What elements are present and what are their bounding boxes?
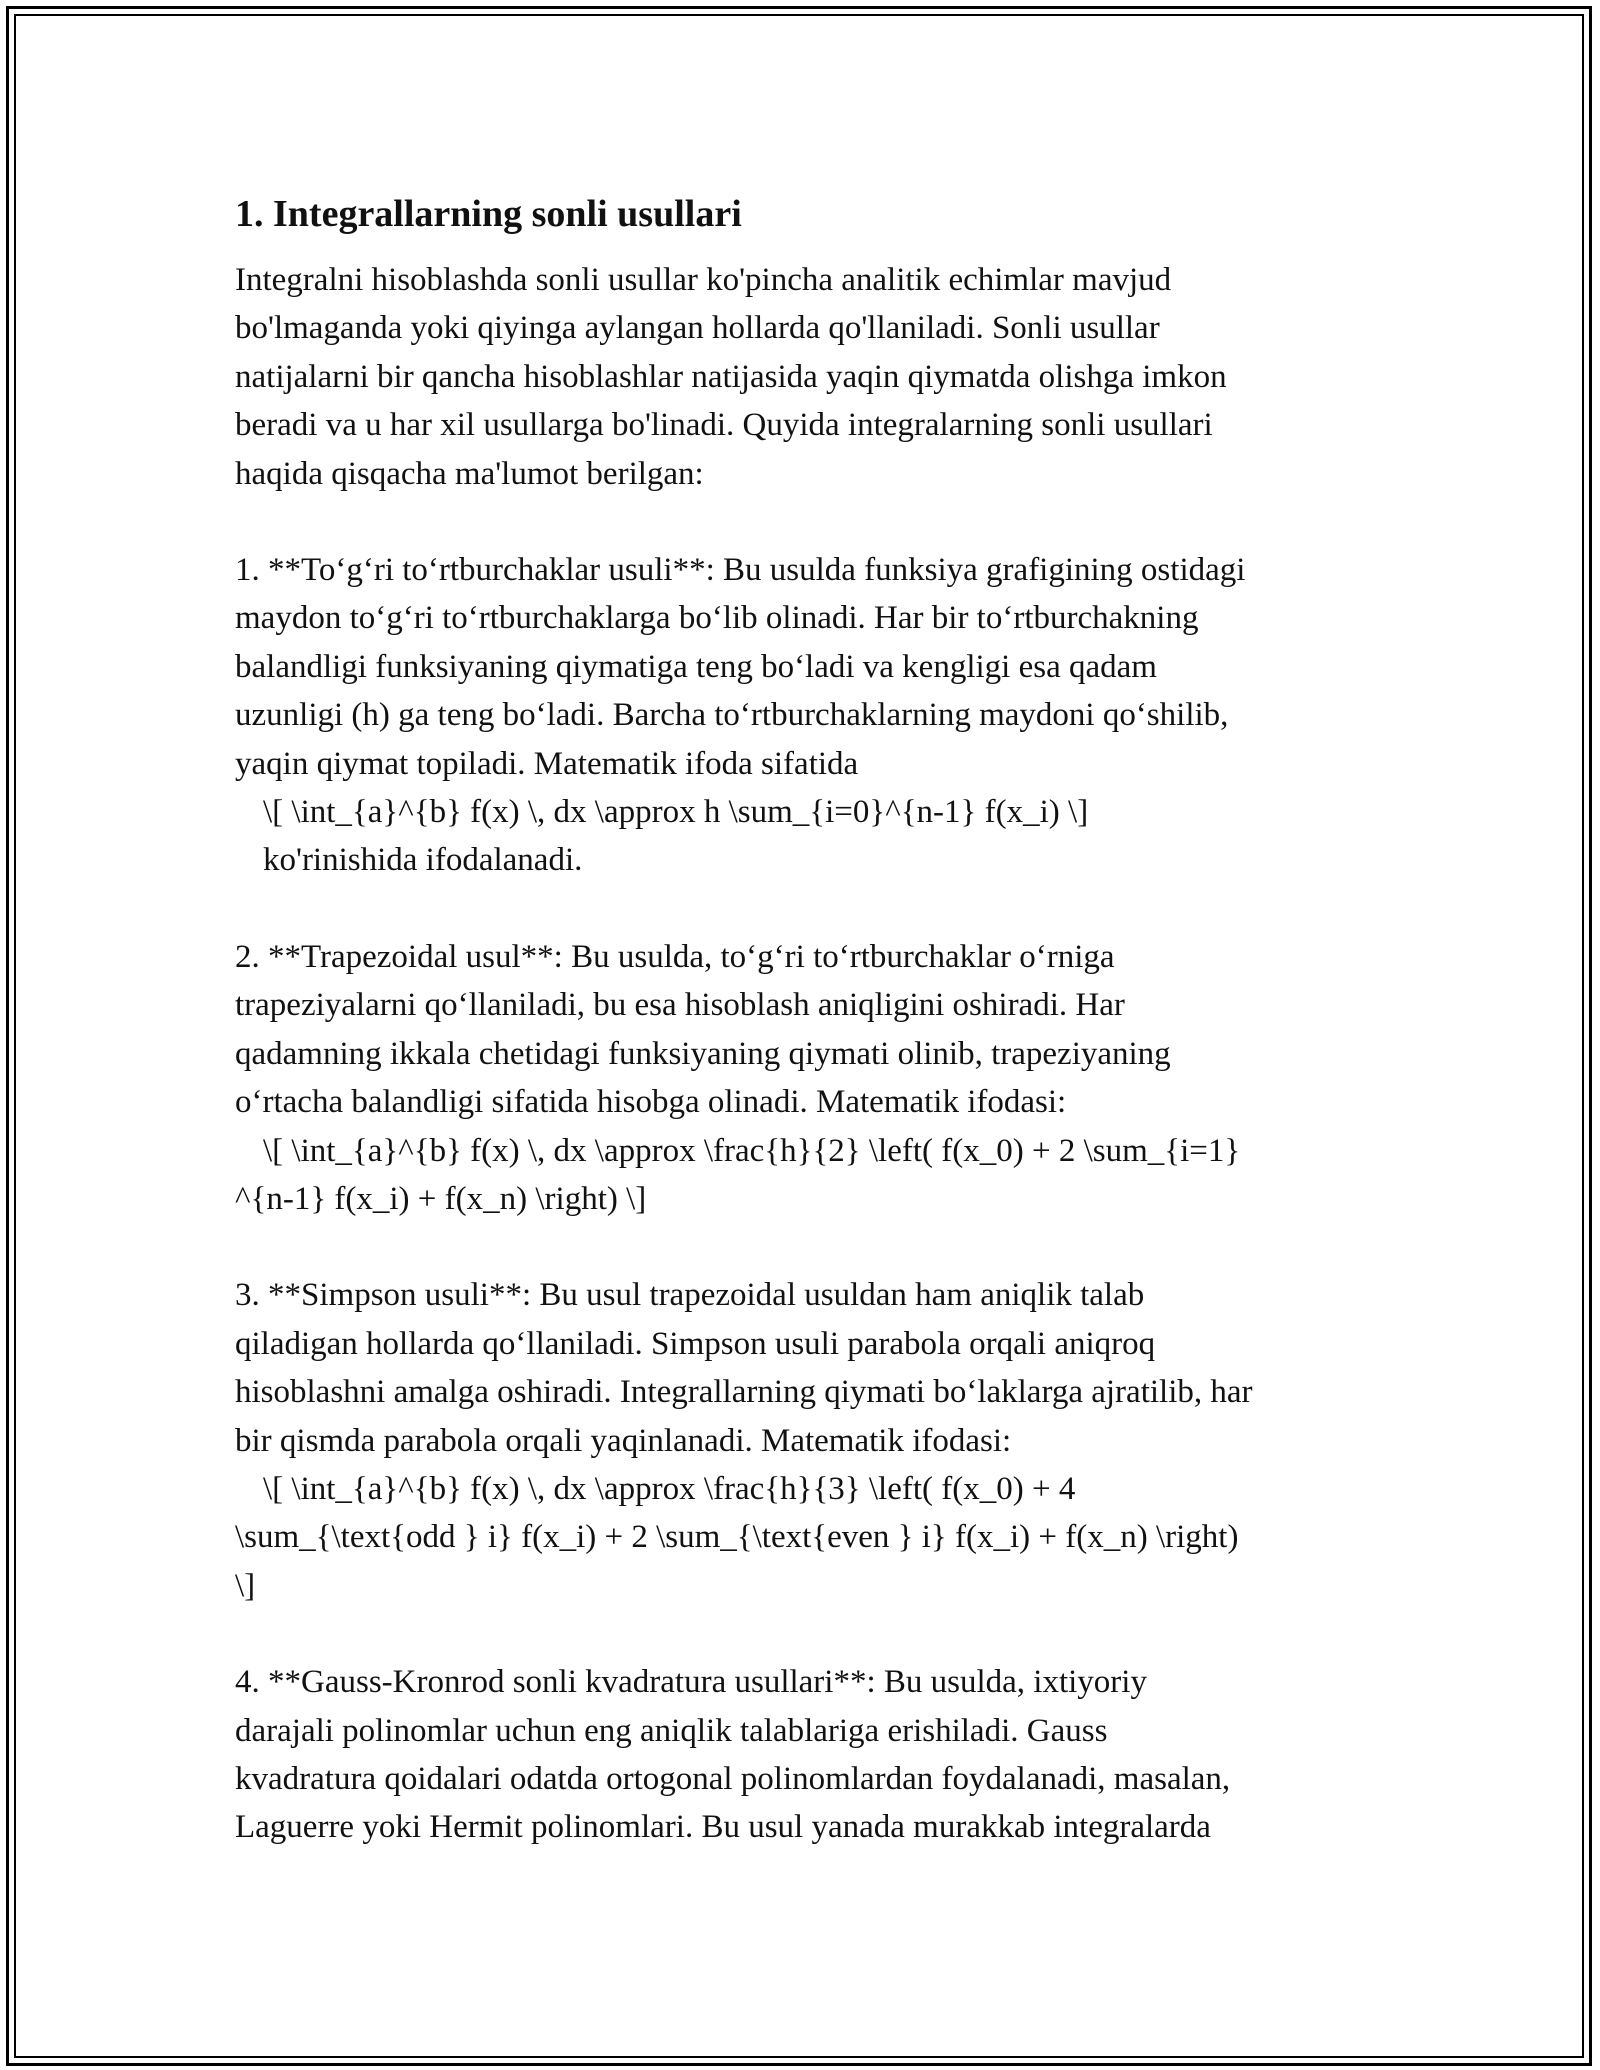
intro-paragraph: Integralni hisoblashda sonli usullar ko'pincha analitik echimlar mavjud bo'lmaganda yoki qiyinga aylangan hollarda qo'llaniladi. Sonli usullar natijalarni bir qancha hisoblashlar natijasida yaqin qiymatda olishga imkon beradi va u har xil usullarga bo'linadi. Quyida integralarning sonli usullari haqida qisqacha ma'lumot berilgan:	[235, 262, 1227, 492]
method-gauss-kronrod	[235, 1658, 1395, 1852]
method-text: 1. **To‘g‘ri to‘rtburchaklar usuli**: Bu usulda funksiya grafigining ostidagi maydon to‘g‘ri to‘rtburchaklarga bo‘lib olinadi. Har bir to‘rtburchakning balandligi funksiyaning qiymatiga teng bo‘ladi va kengligi esa qadam uzunligi (h) ga teng bo‘ladi. Barcha to‘rtburchaklarning maydoni qo‘shilib, yaqin qiymat topiladi. Matematik ifoda sifatida	[235, 552, 1246, 782]
method-formula-continuation: \sum_{\text{odd } i} f(x_i) + 2 \sum_{\text{even } i} f(x_i) + f(x_n) \right) \]	[235, 1519, 1239, 1604]
method-text: 4. **Gauss-Kronrod sonli kvadratura usullari**: Bu usulda, ixtiyoriy darajali polinomlar uchun eng aniqlik talablariga erishiladi. Gauss kvadratura qoidalari odatda ortogonal polinomlardan foydalanadi, masalan, Laguerre yoki Hermit polinomlari. Bu usul yanada murakkab integralarda	[235, 1664, 1231, 1846]
method-rectangles	[235, 546, 1395, 885]
method-trapezoidal	[235, 933, 1395, 1223]
method-formula: \[ \int_{a}^{b} f(x) \, dx \approx \frac{h}{2} \left( f(x_0) + 2 \sum_{i=1}	[263, 1132, 1241, 1169]
method-formula: \[ \int_{a}^{b} f(x) \, dx \approx \frac{h}{3} \left( f(x_0) + 4	[263, 1470, 1076, 1507]
method-text: 2. **Trapezoidal usul**: Bu usulda, to‘g‘ri to‘rtburchaklar o‘rniga trapeziyalarni qo‘llaniladi, bu esa hisoblash aniqligini oshiradi. Har qadamning ikkala chetidagi funksiyaning qiymati olinib, trapeziyaning o‘rtacha balandligi sifatida hisobga olinadi. Matematik ifodasi:	[235, 938, 1171, 1121]
method-simpson	[235, 1271, 1395, 1610]
document-body	[235, 190, 1395, 1852]
method-formula-note: ko'rinishida ifodalanadi.	[263, 842, 583, 879]
section-heading: 1. Integrallarning sonli usullari	[235, 193, 742, 235]
method-formula-continuation: ^{n-1} f(x_i) + f(x_n) \right) \]	[235, 1180, 647, 1217]
method-text: 3. **Simpson usuli**: Bu usul trapezoidal usuldan ham aniqlik talab qiladigan hollarda qo‘llaniladi. Simpson usuli parabola orqali aniqroq hisoblashni amalga oshiradi. Integrallarning qiymati bo‘laklarga ajratilib, har bir qismda parabola orqali yaqinlanadi. Matematik ifodasi:	[235, 1277, 1253, 1459]
method-formula: \[ \int_{a}^{b} f(x) \, dx \approx h \sum_{i=0}^{n-1} f(x_i) \]	[263, 794, 1089, 831]
